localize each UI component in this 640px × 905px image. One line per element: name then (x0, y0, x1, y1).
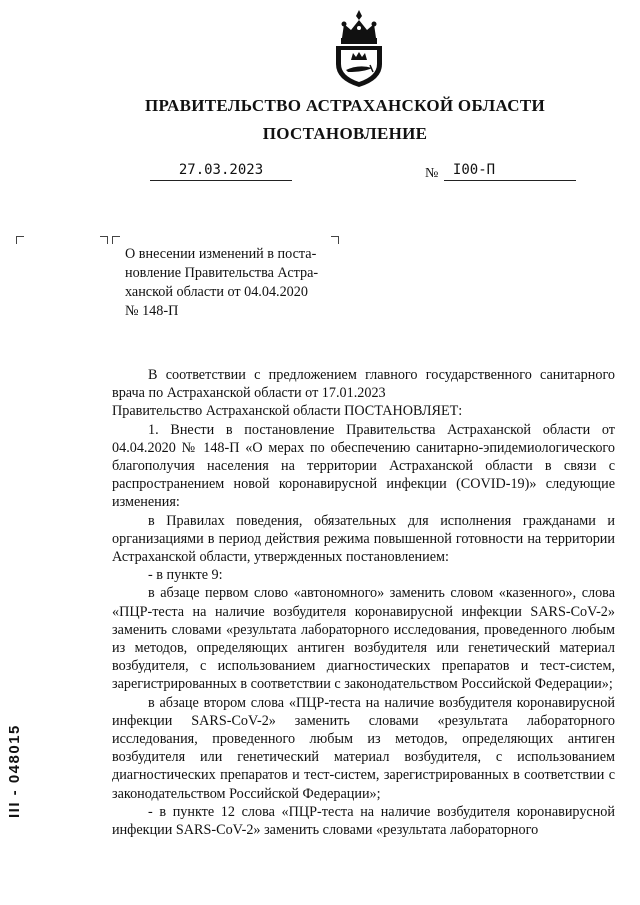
coat-of-arms-icon (326, 8, 392, 88)
number-sign: № (425, 166, 439, 181)
body-paragraph: 1. Внести в постановление Правительства Астраханской области от 04.04.2020 № 148-П «О мерах по обеспечению санитарно-эпидемиологического благополучия населения на территории Астраханской области в связи с распространением новой коронавирусной инфекции (COVID-19)» следующие изменения: (112, 421, 615, 511)
corner-mark (112, 236, 120, 244)
body-paragraph: - в пункте 12 слова «ПЦР-теста на наличие возбудителя коронавирусной инфекции SARS-CoV-2» заменить словами «результата лабораторного (112, 803, 615, 839)
number-underline (444, 180, 576, 181)
subject-line: № 148-П (125, 303, 179, 319)
document-body (112, 366, 615, 839)
document-type: ПОСТАНОВЛЕНИЕ (262, 124, 428, 143)
subject-line: ханской области от 04.04.2020 (125, 284, 308, 300)
side-serial-number: III - 048015 (6, 724, 23, 818)
body-paragraph: - в пункте 9: (148, 567, 223, 584)
document-number: I00-П (452, 162, 496, 178)
body-paragraph: в абзаце втором слова «ПЦР-теста на наличие возбудителя коронавирусной инфекции SARS-CoV-2» заменить словами «результата лабораторного исследования, проведенного любым из методов, определяющих антиген возбудителя или генетический материал возбудителя, с использованием диагностических препаратов и тест-систем, зарегистрированных в соответствии с законодательством Российской Федерации»; (112, 694, 615, 802)
body-paragraph: в Правилах поведения, обязательных для исполнения гражданами и организациями в период действия режима повышенной готовности на территории Астраханской области, утвержденных постановлением: (112, 512, 615, 566)
corner-mark (331, 236, 339, 244)
document-date: 27.03.2023 (178, 162, 264, 178)
government-title: ПРАВИТЕЛЬСТВО АСТРАХАНСКОЙ ОБЛАСТИ (145, 96, 545, 115)
subject-line: новление Правительства Астра- (125, 265, 319, 281)
document-subject (125, 245, 342, 321)
corner-mark (100, 236, 108, 244)
body-paragraph: Правительство Астраханской области ПОСТАНОВЛЯЕТ: (112, 403, 463, 420)
body-paragraph: в абзаце первом слово «автономного» заменить словом «казенного», слова «ПЦР-теста на наличие возбудителя коронавирусной инфекции SARS-CoV-2» заменить словами «результата лабораторного исследования, проведенного любым из методов, определяющих антиген возбудителя или генетический материал возбудителя, с использованием диагностических препаратов и тест-систем, зарегистрированных в соответствии с законодательством Российской Федерации»; (112, 585, 615, 693)
date-underline (150, 180, 292, 181)
body-paragraph: В соответствии с предложением главного государственного санитарного врача по Астраханской области от 17.01.2023 (112, 367, 615, 402)
subject-line: О внесении изменений в поста- (125, 246, 317, 262)
corner-mark (16, 236, 24, 244)
